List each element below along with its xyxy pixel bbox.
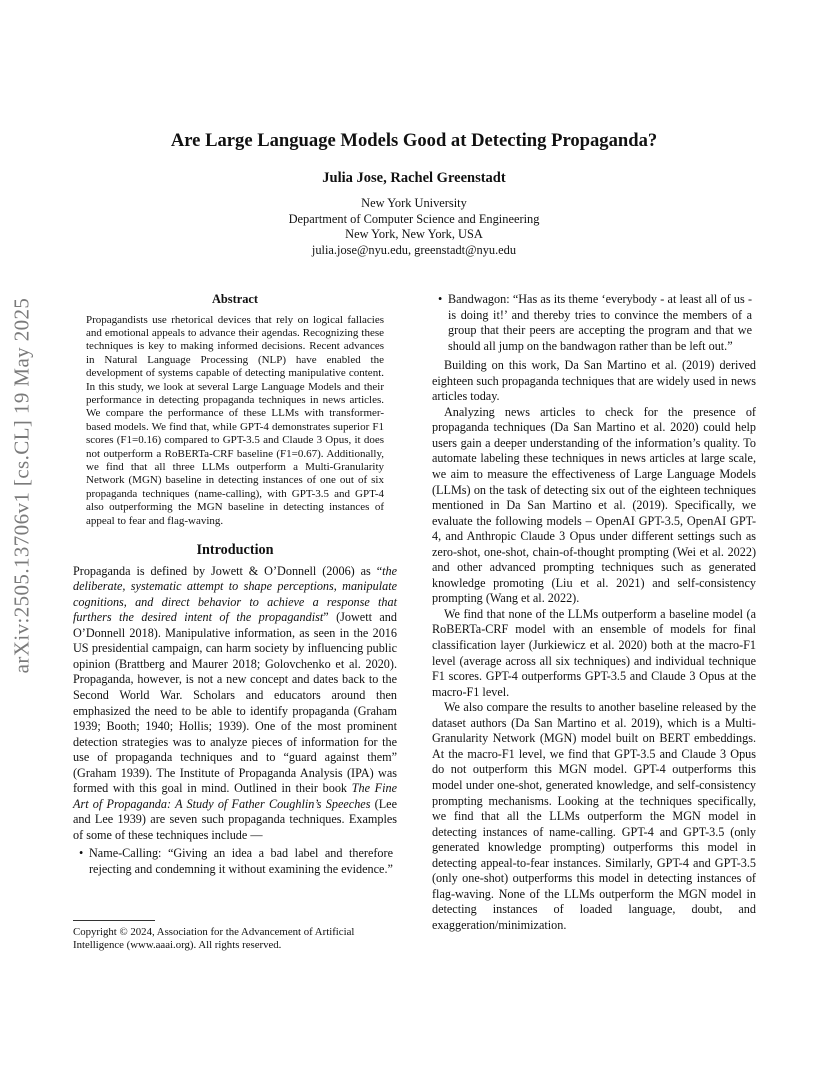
copyright-footnote: Copyright © 2024, Association for the Advancement of Artificial Intelligence (www.aaai.org). All rights reserved. [73,926,355,951]
introduction-paragraph [73,564,397,844]
affiliation-location: New York, New York, USA [345,227,483,242]
author-affiliation [72,196,756,258]
abstract-text: Propagandists use rhetorical devices that rely on logical fallacies and emotional appeals to advance their agendas. Recognizing these techniques is key to making informed decisions. Recent advances in Natural Language Processing (NLP) have enabled the development of systems capable of detecting manipulative content. In this study, we look at several Large Language Models and their performance in detecting propaganda techniques in news articles. We compare the performance of these LLMs with transformer-based models. We find that, while GPT-4 demonstrates superior F1 scores (F1=0.16) compared to GPT-3.5 and Claude 3 Opus, it does not outperform a RoBERTa-CRF baseline (F1=0.67). Additionally, we find that all three LLMs outperform a Multi-Granularity Network (MGN) baseline in detecting instances of one out of six propaganda techniques (name-calling), with GPT-3.5 and GPT-4 also outperforming the MGN baseline in detecting instances of appeal to fear and flag-waving. [86,313,384,527]
abstract-heading: Abstract [211,292,259,306]
arxiv-identifier-watermark [2,295,42,675]
arxiv-id-text: arXiv:2505.13706v1 [cs.CL] 19 May 2025 [9,297,34,673]
intro-text-part-3: (Lee and Lee 1939) are seven such propaganda techniques. Examples of some of these techniques include — [73,796,397,842]
intro-text-part-2: ” (Jowett and O’Donnell 2018). Manipulative information, as seen in the 2016 US presidential campaign, can harm society by influencing public opinion (Brattberg and Maurer 2018; Golovchenko et al. 2020). Propaganda, however, is not a new concept and dates back to the Second World War. Scholars and educators around then emphasized the need to be able to identify propaganda (Graham 1939; Booth; 1940; Hollis; 1939). One of the most prominent detection strategies was to analyze pieces of information for the use of propaganda techniques and to “guard against them” (Graham 1939). The Institute of Propaganda Analysis (IPA) was formed with this goal in mind. Outlined in their book [73,610,397,796]
paragraph-baseline-results: We find that none of the LLMs outperform a baseline model (a RoBERTa-CRF model with an ensemble of models for final classification layer (Jurkiewicz et al. 2020) both at the macro-F1 level (average across all six techniques) and individual technique F1 scores. GPT-4 outperforms GPT-3.5 and Claude 3 Opus at the macro-F1 level. [432,606,756,699]
affiliation-department: Department of Computer Science and Engineering [288,211,540,226]
technique-list-left [73,846,397,877]
paper-title: Are Large Language Models Good at Detecting Propaganda? [170,130,658,151]
right-column [432,292,756,933]
paragraph-llm-evaluation: Analyzing news articles to check for the presence of propaganda techniques (Da San Martino et al. 2020) could help users gain a deeper understanding of the information’s quality. To automate labeling these techniques in news articles at large scale, we aim to measure the effectiveness of Large Language Models (LLMs) on the task of detecting six out of the eighteen techniques mentioned in Da San Martino et al. (2019). Specifically, we evaluate the following models – OpenAI GPT-3.5, OpenAI GPT-4, and Anthropic Claude 3 Opus under different settings such as zero-shot, one-shot, chain-of-thought prompting (Wei et al. 2022) and other advanced prompting techniques such as generated knowledge promoting (Liu et al. 2021) and self-consistency prompting (Wang et al. 2022). [432,404,756,606]
affiliation-university: New York University [361,196,467,210]
intro-text-part-1: Propaganda is defined by Jowett & O’Donnell (2006) as “ [73,563,383,578]
paragraph-techniques: Building on this work, Da San Martino et al. (2019) derived eighteen such propaganda techniques that are widely used in news articles today. [432,358,756,404]
technique-list-right [432,292,756,354]
paragraph-mgn-comparison: We also compare the results to another baseline released by the dataset authors (Da San Martino et al. 2019), which is a Multi-Granularity Network (MGN) model built on BERT embeddings. At the macro-F1 level, we find that GPT-3.5 and Claude 3 Opus do not outperform this MGN model. GPT-4 outperforms this model under one-shot, generated knowledge, and self-consistency prompting mechanisms. Looking at the techniques specifically, we find that all the LLMs outperform the MGN model in detecting instances of name-calling. GPT-4 and GPT-3.5 (only generated knowledge prompting) outperforms this model in detecting appeal-to-fear instances. Similarly, GPT-4 and GPT-3.5 (only one-shot) outperforms this model in detecting instances of flag-waving. None of the LLMs outperform the MGN model in detecting instances of loaded language, doubt, and exaggeration/minimization. [432,700,756,932]
left-column [73,292,397,878]
propaganda-definition-quote: the deliberate, systematic attempt to shape perceptions, manipulate cognitions, and direct behavior to achieve a response that furthers the desired intent of the propagandist [73,563,397,625]
footnote-divider [73,920,155,921]
author-emails: julia.jose@nyu.edu, greenstadt@nyu.edu [311,242,517,257]
introduction-heading: Introduction [196,542,274,559]
list-item-bandwagon: • Bandwagon: “Has as its theme ‘everybody - at least all of us - is doing it!’ and thereby tries to convince the members of a group that their peers are accepting the program and that we should all jump on the bandwagon rather than be left out.” [432,292,752,354]
list-item-name-calling: • Name-Calling: “Giving an idea a bad label and therefore rejecting and condemning it without examining the evidence.” [73,846,393,877]
paper-authors: Julia Jose, Rachel Greenstadt [322,170,506,186]
book-title: The Fine Art of Propaganda: A Study of Father Coughlin’s Speeches [73,781,398,811]
